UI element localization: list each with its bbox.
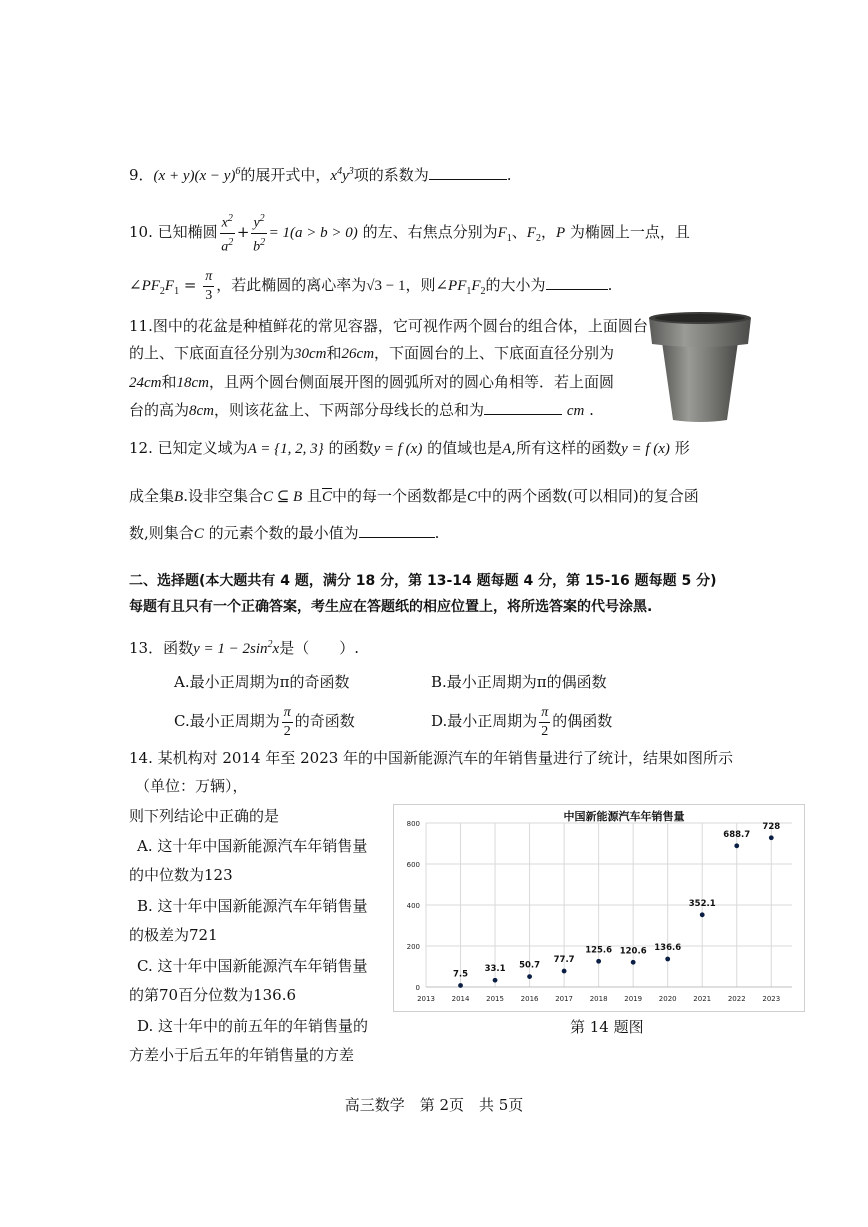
q12-line1e: 形 (674, 439, 690, 457)
q10-angle2-a: ∠PF (435, 278, 467, 294)
q13-option-d-frac: $\frac{\pi}{2}$ (541, 704, 549, 739)
question-11-line2 (129, 343, 614, 364)
q10-f1: $F_1$ (497, 225, 512, 245)
q10-text6: ，则 (405, 276, 436, 294)
q14-option-b-line2: 的极差为721 (129, 926, 218, 944)
question-14-line2: （单位：万辆）， (135, 777, 248, 795)
q12-line1c: 的值域也是 (427, 439, 503, 457)
q9-end: . (506, 166, 512, 184)
q12-line3a: 数,则集合 (129, 524, 194, 542)
q9-term-x: x (330, 168, 338, 184)
q9-term-y: y (342, 168, 349, 184)
q14-option-c-line1[interactable]: C. 这十年中国新能源汽车年销售量 (137, 957, 368, 975)
q9-term-p4: 4 (337, 166, 343, 177)
q13-number: 13． (129, 639, 164, 657)
q13-option-c-text2: 的奇函数 (294, 712, 355, 730)
q12-set-a: A = {1, 2, 3} (247, 441, 324, 457)
q11-line4b: ，则该花盆上、下两部分母线长的总和为 (214, 401, 485, 419)
q14-option-a-line2: 的中位数为123 (129, 866, 233, 884)
q12-c-2: C (193, 526, 204, 542)
q11-line4a: 台的高为 (129, 401, 190, 419)
q9-text2: 项的系数为 (353, 166, 429, 184)
q13-option-c[interactable] (174, 702, 355, 741)
q10-angle2: $\angle PF_1F_2$ (435, 278, 486, 297)
q11-line1: 11.图中的花盆是种植鲜花的常见容器，它可视作两个圆台的组合体，上面圆台 (129, 317, 648, 335)
q10-text3: ， (540, 223, 556, 242)
q12-line1d: ,所有这样的函数 (511, 439, 622, 457)
q10-f1-letter: F (497, 225, 507, 242)
y-tick-label: 600 (406, 861, 420, 869)
section-2-desc: 每题有且只有一个正确答案，考生应在答题纸的相应位置上，将所选答案的代号涂黑. (129, 599, 653, 615)
x-tick-label: 2023 (762, 995, 781, 1003)
q13-x: x (272, 641, 280, 657)
flower-pot-image (645, 312, 755, 424)
data-point (665, 957, 670, 962)
data-label: 136.6 (654, 942, 682, 953)
q14-option-b-line1[interactable]: B. 这十年中国新能源汽车年销售量 (137, 897, 368, 915)
q10-text4: 为椭圆上一点，且 (569, 223, 690, 242)
x-tick-label: 2017 (555, 995, 574, 1003)
q11-d1: 30cm (294, 346, 327, 362)
q12-line2e: 中的两个函数(可以相同)的复合函 (477, 487, 699, 505)
q13-option-c-text: C.最小正周期为 (174, 712, 280, 730)
q12-number: 12. (129, 439, 153, 457)
q10-text2: 的左、右焦点分别为 (362, 223, 498, 242)
y-tick-label: 0 (415, 984, 420, 992)
y-tick-label: 800 (406, 820, 420, 828)
q9-term (330, 168, 353, 184)
q10-frac-x: $\frac{x^2}{a^2}$ (220, 210, 235, 256)
q10-text1: 已知椭圆 (157, 223, 218, 242)
figure-caption: 第 14 题图 (570, 1018, 644, 1036)
q13-text1: 函数 (163, 639, 194, 657)
q10-end: . (607, 276, 613, 294)
data-point (493, 978, 498, 983)
question-14-line1: 14. 某机构对 2014 年至 2023 年的中国新能源汽车的年销售量进行了统计，结果如图所示 (129, 749, 734, 767)
data-point (527, 974, 532, 979)
question-9 (129, 162, 512, 186)
q12-line1b: 的函数 (328, 439, 374, 457)
chart-title: 中国新能源汽车年销售量 (563, 810, 685, 823)
q10-answer-blank[interactable] (546, 275, 608, 290)
question-12-line1 (129, 438, 690, 459)
q13-option-d[interactable] (431, 702, 612, 741)
q11-end: . (589, 401, 594, 419)
q11-and1: 和 (326, 344, 342, 362)
q11-height: 8cm (189, 403, 215, 419)
q11-unit: cm (566, 403, 585, 419)
question-13 (129, 635, 359, 659)
q13-expression (193, 641, 279, 657)
x-tick-label: 2015 (486, 995, 504, 1003)
q11-line2a: 的上、下底面直径分别为 (129, 344, 295, 362)
q13-expr: y = 1 − 2sin (193, 641, 268, 657)
question-11-line3 (129, 372, 614, 393)
q14-option-c-line2: 的第70百分位数为136.6 (129, 986, 297, 1004)
q12-function-2: y = f (x) (621, 441, 670, 457)
sales-chart-svg (394, 805, 804, 1011)
data-label: 352.1 (688, 898, 716, 909)
q12-line2a: 成全集 (129, 487, 175, 505)
q13-option-a[interactable]: A.最小正周期为π的奇函数 (174, 673, 350, 691)
data-point (769, 835, 774, 840)
q10-text5: ，若此椭圆的离心率为 (216, 276, 367, 294)
question-11-line1 (129, 316, 648, 336)
q14-option-a-line1[interactable]: A. 这十年中国新能源汽车年销售量 (137, 837, 368, 855)
q12-subset: C ⊆ B (262, 489, 303, 505)
q10-frac-pi3: $\frac{\pi}{3}$ (205, 268, 213, 303)
data-label: 7.5 (452, 969, 469, 980)
q10-condition: = 1(a > b > 0) (268, 225, 358, 242)
q12-line2c: 且 (307, 487, 323, 505)
x-tick-label: 2013 (417, 995, 435, 1003)
q12-line2b: .设非空集合 (183, 487, 263, 505)
q10-f2-letter: F (526, 225, 536, 242)
q10-point-p: P (555, 225, 566, 242)
page-footer: 高三数学 第 2页 共 5页 (344, 1096, 524, 1114)
q10-sqrt: √3 − 1 (366, 278, 406, 294)
q12-answer-blank[interactable] (359, 523, 435, 538)
data-point (734, 843, 739, 848)
q12-line2d: 中的每一个函数都是 (332, 487, 468, 505)
q9-term-p3: 3 (348, 166, 354, 177)
q10-angle2-b: F (471, 278, 481, 294)
x-tick-label: 2018 (589, 995, 608, 1003)
q10-eq: = (183, 276, 197, 294)
q12-function: y = f (x) (373, 441, 423, 457)
data-point (700, 912, 705, 917)
data-point (631, 960, 636, 965)
x-tick-label: 2020 (658, 995, 677, 1003)
x-tick-label: 2019 (624, 995, 643, 1003)
q10-angle1: $\angle PF_2F_1$ (129, 278, 180, 297)
q11-answer-blank[interactable] (484, 400, 562, 415)
q12-line1a: 已知定义域为 (157, 439, 248, 457)
data-label: 728 (762, 821, 781, 832)
y-tick-label: 200 (406, 943, 420, 951)
q10-angle1-b: F (164, 278, 175, 294)
q9-expression (154, 168, 241, 184)
q13-option-b[interactable]: B.最小正周期为π的偶函数 (431, 673, 607, 691)
data-label: 33.1 (484, 964, 506, 975)
q11-line2b: ，下面圆台的上、下底面直径分别为 (374, 344, 615, 362)
q12-a: A (502, 441, 512, 457)
data-label: 50.7 (519, 960, 541, 971)
question-12-line3 (129, 523, 439, 544)
q9-expr-text: (x + y)(x − y) (153, 168, 236, 184)
q13-text2: 是（ ）. (279, 639, 359, 657)
q11-and2: 和 (161, 373, 177, 391)
q10-number: 10. (129, 223, 153, 242)
data-point (596, 959, 601, 964)
q13-option-d-text: D.最小正周期为 (431, 712, 538, 730)
question-10-line2 (129, 266, 612, 311)
q9-number: 9． (129, 166, 154, 184)
x-tick-label: 2016 (520, 995, 539, 1003)
data-label: 120.6 (619, 946, 647, 957)
data-point (562, 969, 567, 974)
x-tick-label: 2021 (693, 995, 712, 1003)
q12-end: . (434, 524, 440, 542)
q11-d3: 24cm (129, 375, 162, 391)
q9-exponent: 6 (235, 166, 241, 177)
question-11-line4 (129, 400, 594, 421)
x-tick-label: 2022 (727, 995, 746, 1003)
data-label: 125.6 (585, 945, 613, 956)
q10-f2: $F_2$ (526, 225, 541, 245)
q13-option-d-text2: 的偶函数 (552, 712, 613, 730)
q11-d2: 26cm (341, 346, 375, 362)
q14-option-d-line1[interactable]: D. 这十年中的前五年的年销售量的 (137, 1017, 369, 1035)
q10-text7: 的大小为 (485, 276, 546, 294)
data-label: 688.7 (723, 829, 751, 840)
x-tick-label: 2014 (451, 995, 470, 1003)
y-tick-label: 400 (406, 902, 420, 910)
data-point (458, 983, 463, 988)
q14-option-d-line2: 方差小于后五年的年销售量的方差 (129, 1046, 355, 1064)
q13-sq: 2 (267, 639, 273, 650)
data-label: 77.7 (553, 955, 575, 966)
sales-chart (393, 804, 805, 1012)
section-2-title: 二、选择题(本大题共有 4 题，满分 18 分，第 13-14 题每题 4 分，第 15-16 题每题 5 分) (129, 573, 717, 589)
question-14-line3: 则下列结论中正确的是 (129, 807, 280, 825)
q9-answer-blank[interactable] (429, 165, 507, 180)
q12-b: B (174, 489, 184, 505)
q10-angle1-a: ∠PF (129, 278, 160, 294)
q11-d4: 18cm (176, 375, 210, 391)
q12-line3b: 的元素个数的最小值为 (208, 524, 359, 542)
q13-option-c-frac: $\frac{\pi}{2}$ (283, 704, 291, 739)
q12-c-bar: $\overline{C}$ (322, 489, 333, 505)
q11-line3b: ，且两个圆台侧面展开图的圆弧所对的圆心角相等．若上面圆 (209, 373, 615, 391)
q10-frac-y: $\frac{y^2}{b^2}$ (251, 210, 266, 256)
question-10-line1: 10. 已知椭圆 $\frac{x^2}{a^2}$ + $\frac{y^2}{b^2}$ = 1(a > b > 0) 的左、右焦点分别为$F_1$、$F_2$，P 为椭圆上一点，且 (129, 210, 690, 258)
q9-text1: 的展开式中， (240, 166, 331, 184)
q10-sep: 、 (511, 223, 527, 242)
question-12-line2 (129, 486, 699, 507)
q12-c: C (467, 489, 478, 505)
